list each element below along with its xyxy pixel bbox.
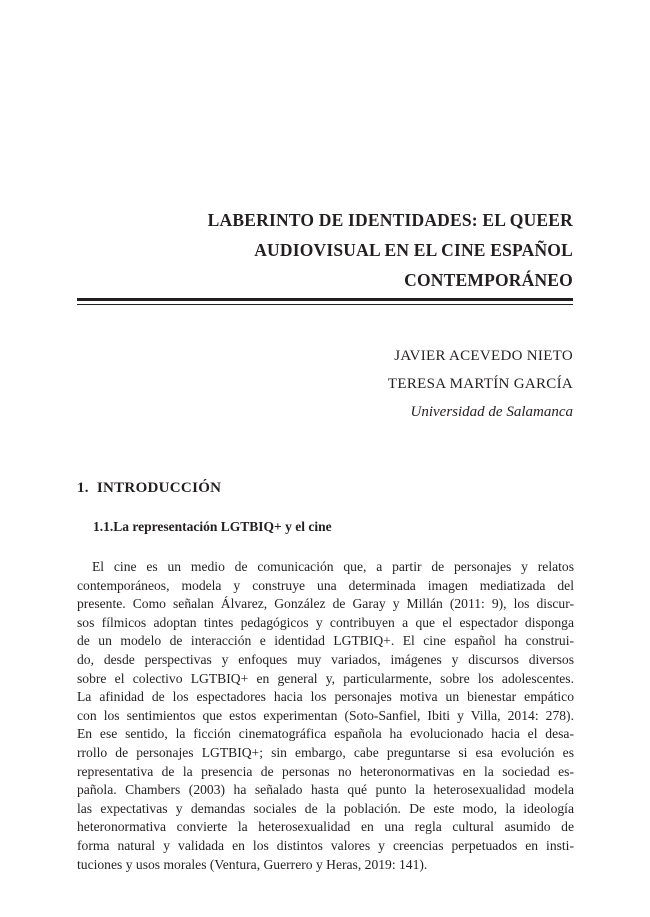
chapter-title-line-3: CONTEMPORÁNEO xyxy=(404,270,573,290)
paragraph-line: las expectativas y demandas sociales de la población. De este modo, la ideología xyxy=(77,800,574,816)
paragraph-line: con los sentimientos que estos experimentan (Soto-Sanfiel, Ibiti y Villa, 2014: 278). xyxy=(77,707,574,723)
section-heading xyxy=(77,480,221,497)
paragraph-line: La afinidad de los espectadores hacia los personajes motiva un bienestar empático xyxy=(77,689,574,705)
body-paragraph xyxy=(77,558,574,874)
chapter-title-line-2: AUDIOVISUAL EN EL CINE ESPAÑOL xyxy=(254,240,573,260)
paragraph-line: sobre el colectivo LGTBIQ+ en general y, particularmente, sobre los adolescentes. xyxy=(77,670,574,686)
author-affiliation: Universidad de Salamanca xyxy=(410,404,573,420)
paragraph-line: forma natural y validada en los distintos valores y creencias perpetuados en insti- xyxy=(77,837,574,853)
paragraph-line: do, desde perspectivas y enfoques muy variados, imágenes y discursos diversos xyxy=(77,651,574,667)
paragraph-line: presente. Como señalan Álvarez, González de Garay y Millán (2011: 9), los discur- xyxy=(77,596,574,612)
subsection-heading: 1.1.La representación LGTBIQ+ y el cine xyxy=(93,519,332,534)
chapter-title-line-1: LABERINTO DE IDENTIDADES: EL QUEER xyxy=(207,210,573,230)
chapter-title xyxy=(133,205,573,295)
paragraph-line: heteronormativa convierte la heterosexualidad en una regla cultural asumido de xyxy=(77,819,574,835)
paragraph-line: rrollo de personajes LGTBIQ+; sin embargo, cabe preguntarse si esa evolución es xyxy=(77,744,574,760)
paragraph-line: sos fílmicos adoptan tintes pedagógicos y contribuyen a que el espectador disponga xyxy=(77,614,574,630)
paragraph-line: contemporáneos, modela y construye una determinada imagen mediatizada del xyxy=(77,577,574,593)
section-number: 1. xyxy=(77,480,89,496)
section-title: INTRODUCCIÓN xyxy=(96,480,222,496)
author-block xyxy=(388,342,573,426)
paragraph-line: representativa de la presencia de personas no heteronormativas en la sociedad es- xyxy=(77,763,574,779)
paragraph-line: El cine es un medio de comunicación que, a partir de personajes y relatos xyxy=(92,559,574,574)
author-name: JAVIER ACEVEDO NIETO xyxy=(394,348,573,364)
author-name: TERESA MARTÍN GARCÍA xyxy=(387,376,573,392)
paragraph-line: pañola. Chambers (2003) ha señalado hasta qué punto la heterosexualidad modela xyxy=(77,782,574,798)
paragraph-line: de un modelo de interacción e identidad LGTBIQ+. El cine español ha construi- xyxy=(77,633,574,649)
paragraph-line: tuciones y usos morales (Ventura, Guerrero y Heras, 2019: 141). xyxy=(77,856,428,872)
paragraph-line: En ese sentido, la ficción cinematográfica española ha evolucionado hacia el desa- xyxy=(77,726,574,742)
title-divider-thick xyxy=(77,298,573,301)
title-divider-thin xyxy=(77,304,573,305)
